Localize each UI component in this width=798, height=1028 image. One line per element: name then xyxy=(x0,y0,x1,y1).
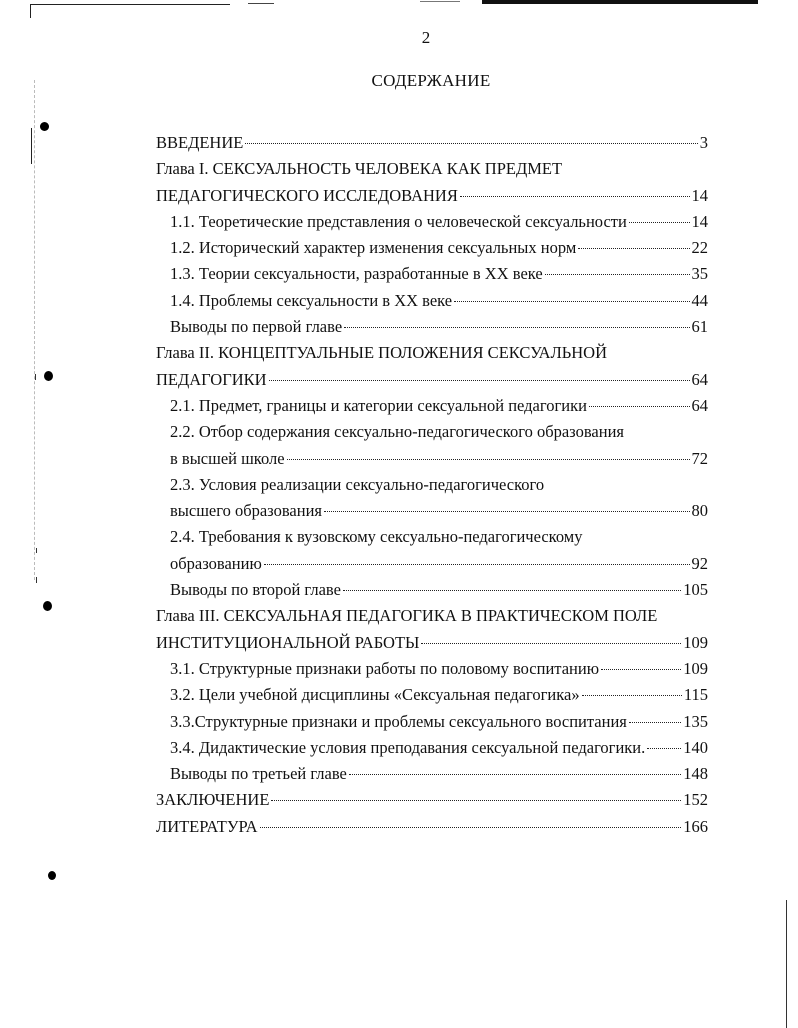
scan-border-line xyxy=(30,4,31,18)
toc-page-number: 14 xyxy=(691,185,708,205)
toc-page-number: 3 xyxy=(699,133,708,152)
dot-leader xyxy=(545,274,690,275)
toc-entry-title-line: 2.3. Условия реализации сексуально-педагогического xyxy=(170,474,545,494)
toc-page-number: 109 xyxy=(683,632,708,652)
toc-entry-title: 3.1. Структурные признаки работы по половому воспитанию xyxy=(170,658,600,678)
toc-entry-title: ЗАКЛЮЧЕНИЕ xyxy=(156,790,270,810)
toc-entry xyxy=(156,340,708,366)
toc-entry xyxy=(156,446,708,472)
toc-entry xyxy=(156,393,708,419)
toc-page-number: 80 xyxy=(691,501,708,521)
toc-entry xyxy=(156,524,708,550)
dot-leader xyxy=(421,643,681,644)
toc-entry xyxy=(156,183,708,209)
toc-page-number: 105 xyxy=(683,580,708,600)
toc-entry xyxy=(156,603,708,629)
dot-leader xyxy=(589,406,690,407)
dot-leader xyxy=(349,774,681,775)
toc-page-number: 166 xyxy=(683,816,708,836)
scan-edge-shadow xyxy=(34,80,35,580)
toc-page-number: 61 xyxy=(691,317,708,337)
toc-entry xyxy=(156,682,708,708)
toc-entry xyxy=(156,314,708,340)
toc-entry-title: 1.4. Проблемы сексуальности в XX веке xyxy=(170,290,453,310)
toc-entry xyxy=(156,787,708,813)
toc-entry xyxy=(156,761,708,787)
scan-speck xyxy=(35,374,36,380)
toc-page-number: 92 xyxy=(691,553,708,573)
toc-entry-title: 3.3.Структурные признаки и проблемы сексуального воспитания xyxy=(170,711,627,731)
dot-leader xyxy=(601,669,681,670)
toc-page-number: 140 xyxy=(683,737,708,757)
toc-page-number: 64 xyxy=(691,395,708,415)
toc-page-number: 64 xyxy=(691,369,708,389)
toc-entry-title: ЛИТЕРАТУРА xyxy=(156,816,258,836)
dot-leader xyxy=(647,748,681,749)
dot-leader xyxy=(454,301,689,302)
toc-page-number: 35 xyxy=(691,264,708,284)
toc-entry xyxy=(156,261,708,287)
dot-leader xyxy=(324,511,690,512)
dot-leader xyxy=(269,380,690,381)
dot-leader xyxy=(344,327,689,328)
toc-entry-title: Выводы по первой главе xyxy=(170,317,343,337)
scan-edge-shadow xyxy=(786,900,787,1028)
toc-entry-title-line: Глава I. СЕКСУАЛЬНОСТЬ ЧЕЛОВЕКА КАК ПРЕДМЕТ xyxy=(156,159,563,179)
toc-entry-title: 1.3. Теории сексуальности, разработанные в XX веке xyxy=(170,264,543,284)
scan-border-line xyxy=(248,3,274,4)
binding-hole-mark xyxy=(43,601,52,611)
toc-entry xyxy=(156,472,708,498)
toc-page-number: 109 xyxy=(683,658,708,678)
toc-entry xyxy=(156,656,708,682)
toc-entry-title: ВВЕДЕНИЕ xyxy=(156,133,244,152)
toc-entry xyxy=(156,814,708,840)
toc-entry-title: Выводы по третьей главе xyxy=(170,764,347,784)
dot-leader xyxy=(582,695,682,696)
toc-entry xyxy=(156,735,708,761)
toc-entry xyxy=(156,709,708,735)
dot-leader xyxy=(271,800,681,801)
toc-page-number: 152 xyxy=(683,790,708,810)
toc-entry-title: 3.4. Дидактические условия преподавания сексуальной педагогики. xyxy=(170,737,646,757)
dot-leader xyxy=(287,459,690,460)
toc-entry-title: 3.2. Цели учебной дисциплины «Сексуальная педагогика» xyxy=(170,685,580,705)
toc-entry-title: 1.1. Теоретические представления о человеческой сексуальности xyxy=(170,211,627,231)
binding-hole-mark xyxy=(48,871,56,880)
toc-entry-title-line: 2.4. Требования к вузовскому сексуально-педагогическому xyxy=(170,527,583,547)
toc-entry xyxy=(156,288,708,314)
binding-hole-mark xyxy=(40,122,49,131)
toc-entry xyxy=(156,130,708,156)
toc-entry-title: ПЕДАГОГИЧЕСКОГО ИССЛЕДОВАНИЯ xyxy=(156,185,458,205)
toc-entry-title: 1.2. Исторический характер изменения сексуальных норм xyxy=(170,238,577,258)
toc-entry xyxy=(156,235,708,261)
toc-entry xyxy=(156,367,708,393)
scan-speck xyxy=(36,548,37,553)
dot-leader xyxy=(245,143,697,144)
toc-page-number: 135 xyxy=(683,711,708,731)
dot-leader xyxy=(264,564,690,565)
table-of-contents xyxy=(156,130,708,840)
toc-entry xyxy=(156,419,708,445)
scan-border-line xyxy=(30,4,230,5)
scan-border-line xyxy=(420,1,460,2)
toc-entry-title: ИНСТИТУЦИОНАЛЬНОЙ РАБОТЫ xyxy=(156,632,420,652)
scan-border-line xyxy=(31,128,32,164)
toc-entry xyxy=(156,498,708,524)
toc-page-number: 72 xyxy=(691,448,708,468)
toc-page-number: 22 xyxy=(691,238,708,258)
toc-entry-title: высшего образования xyxy=(170,501,322,521)
toc-entry xyxy=(156,630,708,656)
toc-page-number: 44 xyxy=(691,290,708,310)
dot-leader xyxy=(629,722,681,723)
dot-leader xyxy=(629,222,690,223)
scan-speck xyxy=(36,577,37,583)
scan-border-line xyxy=(482,0,758,4)
toc-entry-title: 2.1. Предмет, границы и категории сексуальной педагогики xyxy=(170,395,587,415)
toc-entry-title-line: 2.2. Отбор содержания сексуально-педагогического образования xyxy=(170,422,624,442)
toc-entry-title: в высшей школе xyxy=(170,448,285,468)
toc-entry xyxy=(156,551,708,577)
dot-leader xyxy=(578,248,689,249)
toc-page-number: 115 xyxy=(683,685,708,705)
toc-entry xyxy=(156,209,708,235)
page-number: 2 xyxy=(421,28,431,47)
toc-page-number: 148 xyxy=(683,764,708,784)
toc-entry-title: ПЕДАГОГИКИ xyxy=(156,369,267,389)
toc-entry xyxy=(156,156,708,182)
toc-entry-title: Выводы по второй главе xyxy=(170,580,341,600)
toc-page-number: 14 xyxy=(691,211,708,231)
dot-leader xyxy=(260,827,682,828)
toc-entry xyxy=(156,577,708,603)
binding-hole-mark xyxy=(44,371,53,381)
dot-leader xyxy=(460,196,690,197)
page-title: СОДЕРЖАНИЕ xyxy=(371,71,491,90)
dot-leader xyxy=(343,590,681,591)
toc-entry-title: образованию xyxy=(170,553,262,573)
toc-entry-title-line: Глава III. СЕКСУАЛЬНАЯ ПЕДАГОГИКА В ПРАКТИЧЕСКОМ ПОЛЕ xyxy=(156,606,658,626)
toc-entry-title-line: Глава II. КОНЦЕПТУАЛЬНЫЕ ПОЛОЖЕНИЯ СЕКСУАЛЬНОЙ xyxy=(156,343,608,363)
